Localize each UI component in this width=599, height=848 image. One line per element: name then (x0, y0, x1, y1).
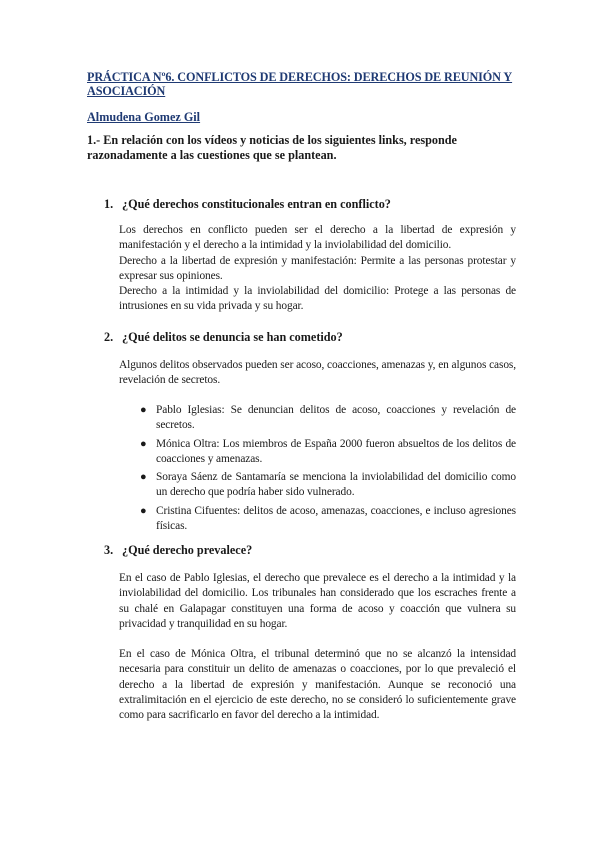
question-3-answer-paragraph-1: En el caso de Pablo Iglesias, el derecho que prevalece es el derecho a la intimidad y la inviolabilidad del domicilio. Los tribunales han considerado que los escraches frente a su chalé en Galapagar constituyen una forma de acoso y coacción que vulnera su privacidad y tranquilidad en su hogar. (119, 572, 516, 630)
question-2-text: ¿Qué delitos se denuncia se han cometido? (122, 330, 343, 344)
bullet-icon: ● (140, 504, 147, 517)
answer-paragraph: Los derechos en conflicto pueden ser el derecho a la libertad de expresión y manifestación y el derecho a la intimidad y la inviolabilidad del domicilio. (119, 224, 516, 252)
bullet-icon: ● (140, 437, 147, 450)
answer-paragraph: Derecho a la intimidad y la inviolabilidad del domicilio: Protege a las personas de intrusiones en su vida privada y su hogar. (119, 285, 516, 313)
bullet-icon: ● (140, 404, 147, 416)
question-2-number: 2. (104, 330, 114, 344)
answer-paragraph: Algunos delitos observados pueden ser acoso, coacciones, amenazas y, en algunos casos, revelación de secretos. (119, 359, 516, 387)
question-1-text: ¿Qué derechos constitucionales entran en conflicto? (122, 197, 391, 211)
question-3-text: ¿Qué derecho prevalece? (122, 543, 253, 557)
question-3-heading (104, 543, 252, 558)
question-1-heading (104, 197, 391, 212)
bullet-icon: ● (140, 471, 147, 484)
question-2-heading (104, 330, 343, 345)
question-3-number: 3. (104, 543, 114, 557)
answer-paragraph: Derecho a la libertad de expresión y manifestación: Permite a las personas protestar y expresar sus opiniones. (119, 254, 516, 282)
question-3-answer-paragraph-2: En el caso de Mónica Oltra, el tribunal determinó que no se alcanzó la intensidad necesaria para constituir un delito de amenazas o coacciones, por lo que prevaleció el derecho a la libertad de expresión y manifestación. Aunque se reconoció una extralimitación en el ejercicio de este derecho, no se consideró lo suficientemente grave como para sacrificarlo en favor del derecho a la intimidad. (119, 648, 516, 722)
case-list (140, 403, 516, 537)
list-item: ● Pablo Iglesias: Se denuncian delitos de acoso, coacciones y revelación de secretos. (140, 404, 516, 432)
author-name: Almudena Gomez Gil (87, 110, 201, 124)
list-item: ● Soraya Sáenz de Santamaría se menciona la inviolabilidad del domicilio como un derecho que podría haber sido vulnerado. (140, 471, 516, 499)
question-1-number: 1. (104, 197, 114, 211)
list-item: ● Cristina Cifuentes: delitos de acoso, amenazas, coacciones, e incluso agresiones físicas. (140, 504, 516, 533)
intro-instruction: 1.- En relación con los vídeos y noticias de los siguientes links, responde razonadamente a las cuestiones que se plantean. (87, 133, 457, 162)
question-1-answer (119, 223, 516, 315)
document-title: PRÁCTICA Nº6. CONFLICTOS DE DERECHOS: DERECHOS DE REUNIÓN Y ASOCIACIÓN (87, 70, 513, 98)
list-item: ● Mónica Oltra: Los miembros de España 2000 fueron absueltos de los delitos de coacciones y amenazas. (140, 437, 516, 465)
question-2-answer (119, 358, 516, 389)
